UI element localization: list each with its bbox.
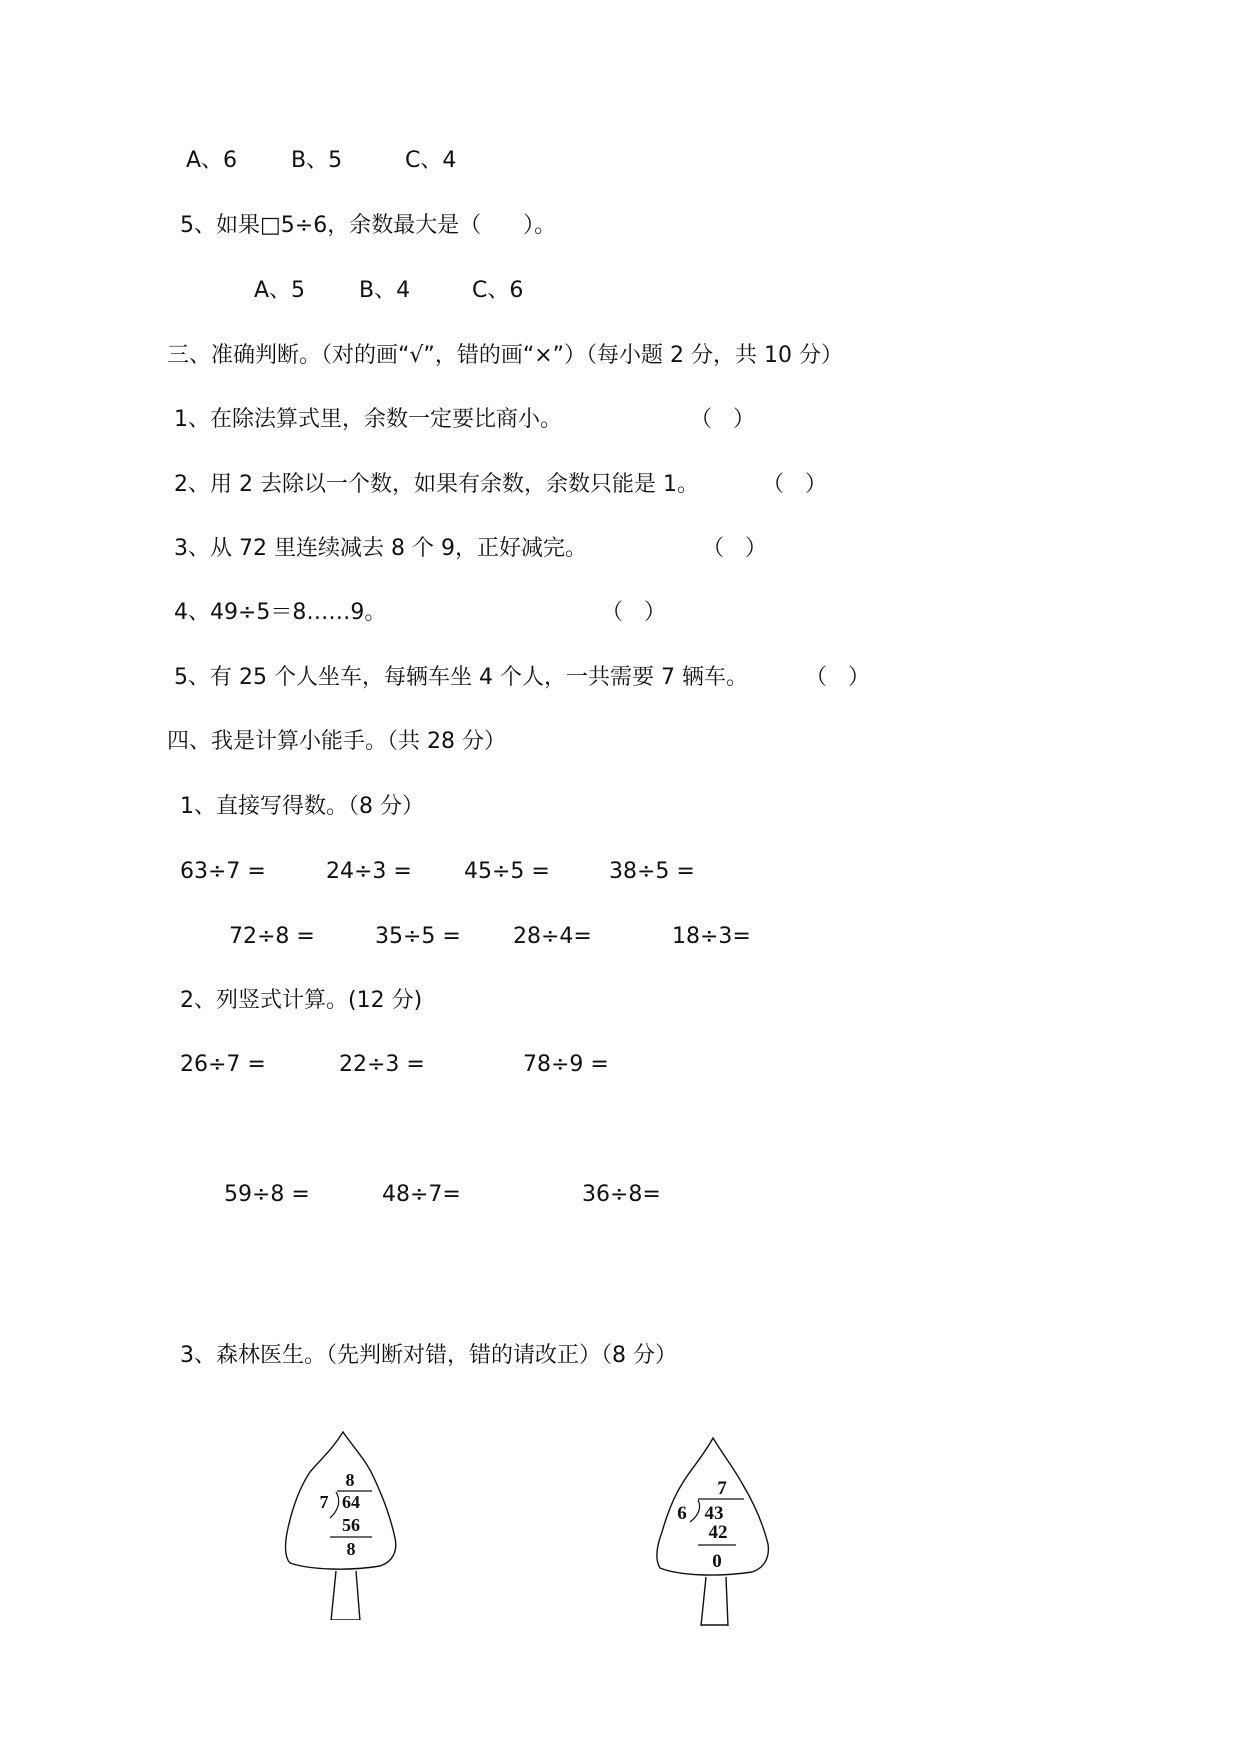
svg-text:0: 0 [712, 1551, 722, 1572]
part-1-title: 1、直接写得数。（8 分） [180, 794, 424, 819]
svg-text:7: 7 [717, 1478, 727, 1499]
tree-problem-1 [270, 1420, 420, 1620]
part-2-title: 2、列竖式计算。(12 分) [180, 988, 423, 1013]
judge-item-3: 3、从 72 里连续减去 8 个 9，正好减完。 [174, 536, 587, 561]
option-a: A、5 [254, 278, 306, 303]
tree-icon [640, 1420, 790, 1630]
math-problem: 24÷3 = [326, 859, 412, 884]
math-problem: 78÷9 = [523, 1052, 609, 1077]
math-problem: 72÷8 = [229, 924, 315, 949]
tree-problem-2 [640, 1420, 790, 1630]
judge-item-1-blank[interactable]: （ ） [690, 407, 755, 432]
svg-text:64: 64 [342, 1492, 360, 1512]
math-problem: 26÷7 = [180, 1052, 266, 1077]
judge-item-3-blank[interactable]: （ ） [702, 536, 767, 561]
math-problem: 35÷5 = [375, 924, 461, 949]
math-problem: 36÷8= [582, 1182, 661, 1207]
judge-item-1: 1、在除法算式里，余数一定要比商小。 [174, 407, 562, 432]
section-3-title: 三、准确判断。（对的画“√”，错的画“×”）（每小题 2 分，共 10 分） [167, 343, 844, 368]
svg-text:7: 7 [319, 1492, 329, 1512]
math-problem: 22÷3 = [339, 1052, 425, 1077]
judge-item-5: 5、有 25 个人坐车，每辆车坐 4 个人，一共需要 7 辆车。 [174, 665, 748, 690]
judge-item-2: 2、用 2 去除以一个数，如果有余数，余数只能是 1。 [174, 472, 699, 497]
math-problem: 28÷4= [513, 924, 592, 949]
svg-text:8: 8 [346, 1539, 356, 1559]
option-b: B、4 [359, 278, 411, 303]
question-5: 5、如果□5÷6，余数最大是（ ）。 [180, 213, 557, 238]
math-problem: 63÷7 = [180, 859, 266, 884]
math-problem: 45÷5 = [464, 859, 550, 884]
judge-item-2-blank[interactable]: （ ） [762, 472, 827, 497]
math-problem: 38÷5 = [609, 859, 695, 884]
svg-text:56: 56 [342, 1515, 360, 1535]
section-4-title: 四、我是计算小能手。（共 28 分） [167, 729, 506, 754]
judge-item-4: 4、49÷5＝8……9。 [174, 600, 387, 625]
math-problem: 18÷3= [672, 924, 751, 949]
option-b: B、5 [291, 148, 343, 173]
tree-icon [270, 1420, 420, 1620]
part-3-title: 3、森林医生。（先判断对错，错的请改正）（8 分） [180, 1343, 677, 1368]
svg-text:42: 42 [708, 1522, 728, 1543]
svg-text:6: 6 [677, 1503, 687, 1524]
svg-text:43: 43 [704, 1503, 724, 1524]
judge-item-5-blank[interactable]: （ ） [805, 665, 870, 690]
math-problem: 48÷7= [382, 1182, 461, 1207]
judge-item-4-blank[interactable]: （ ） [601, 600, 666, 625]
svg-text:8: 8 [345, 1470, 355, 1490]
option-c: C、6 [472, 278, 524, 303]
option-c: C、4 [405, 148, 457, 173]
math-problem: 59÷8 = [224, 1182, 310, 1207]
option-a: A、6 [186, 148, 238, 173]
